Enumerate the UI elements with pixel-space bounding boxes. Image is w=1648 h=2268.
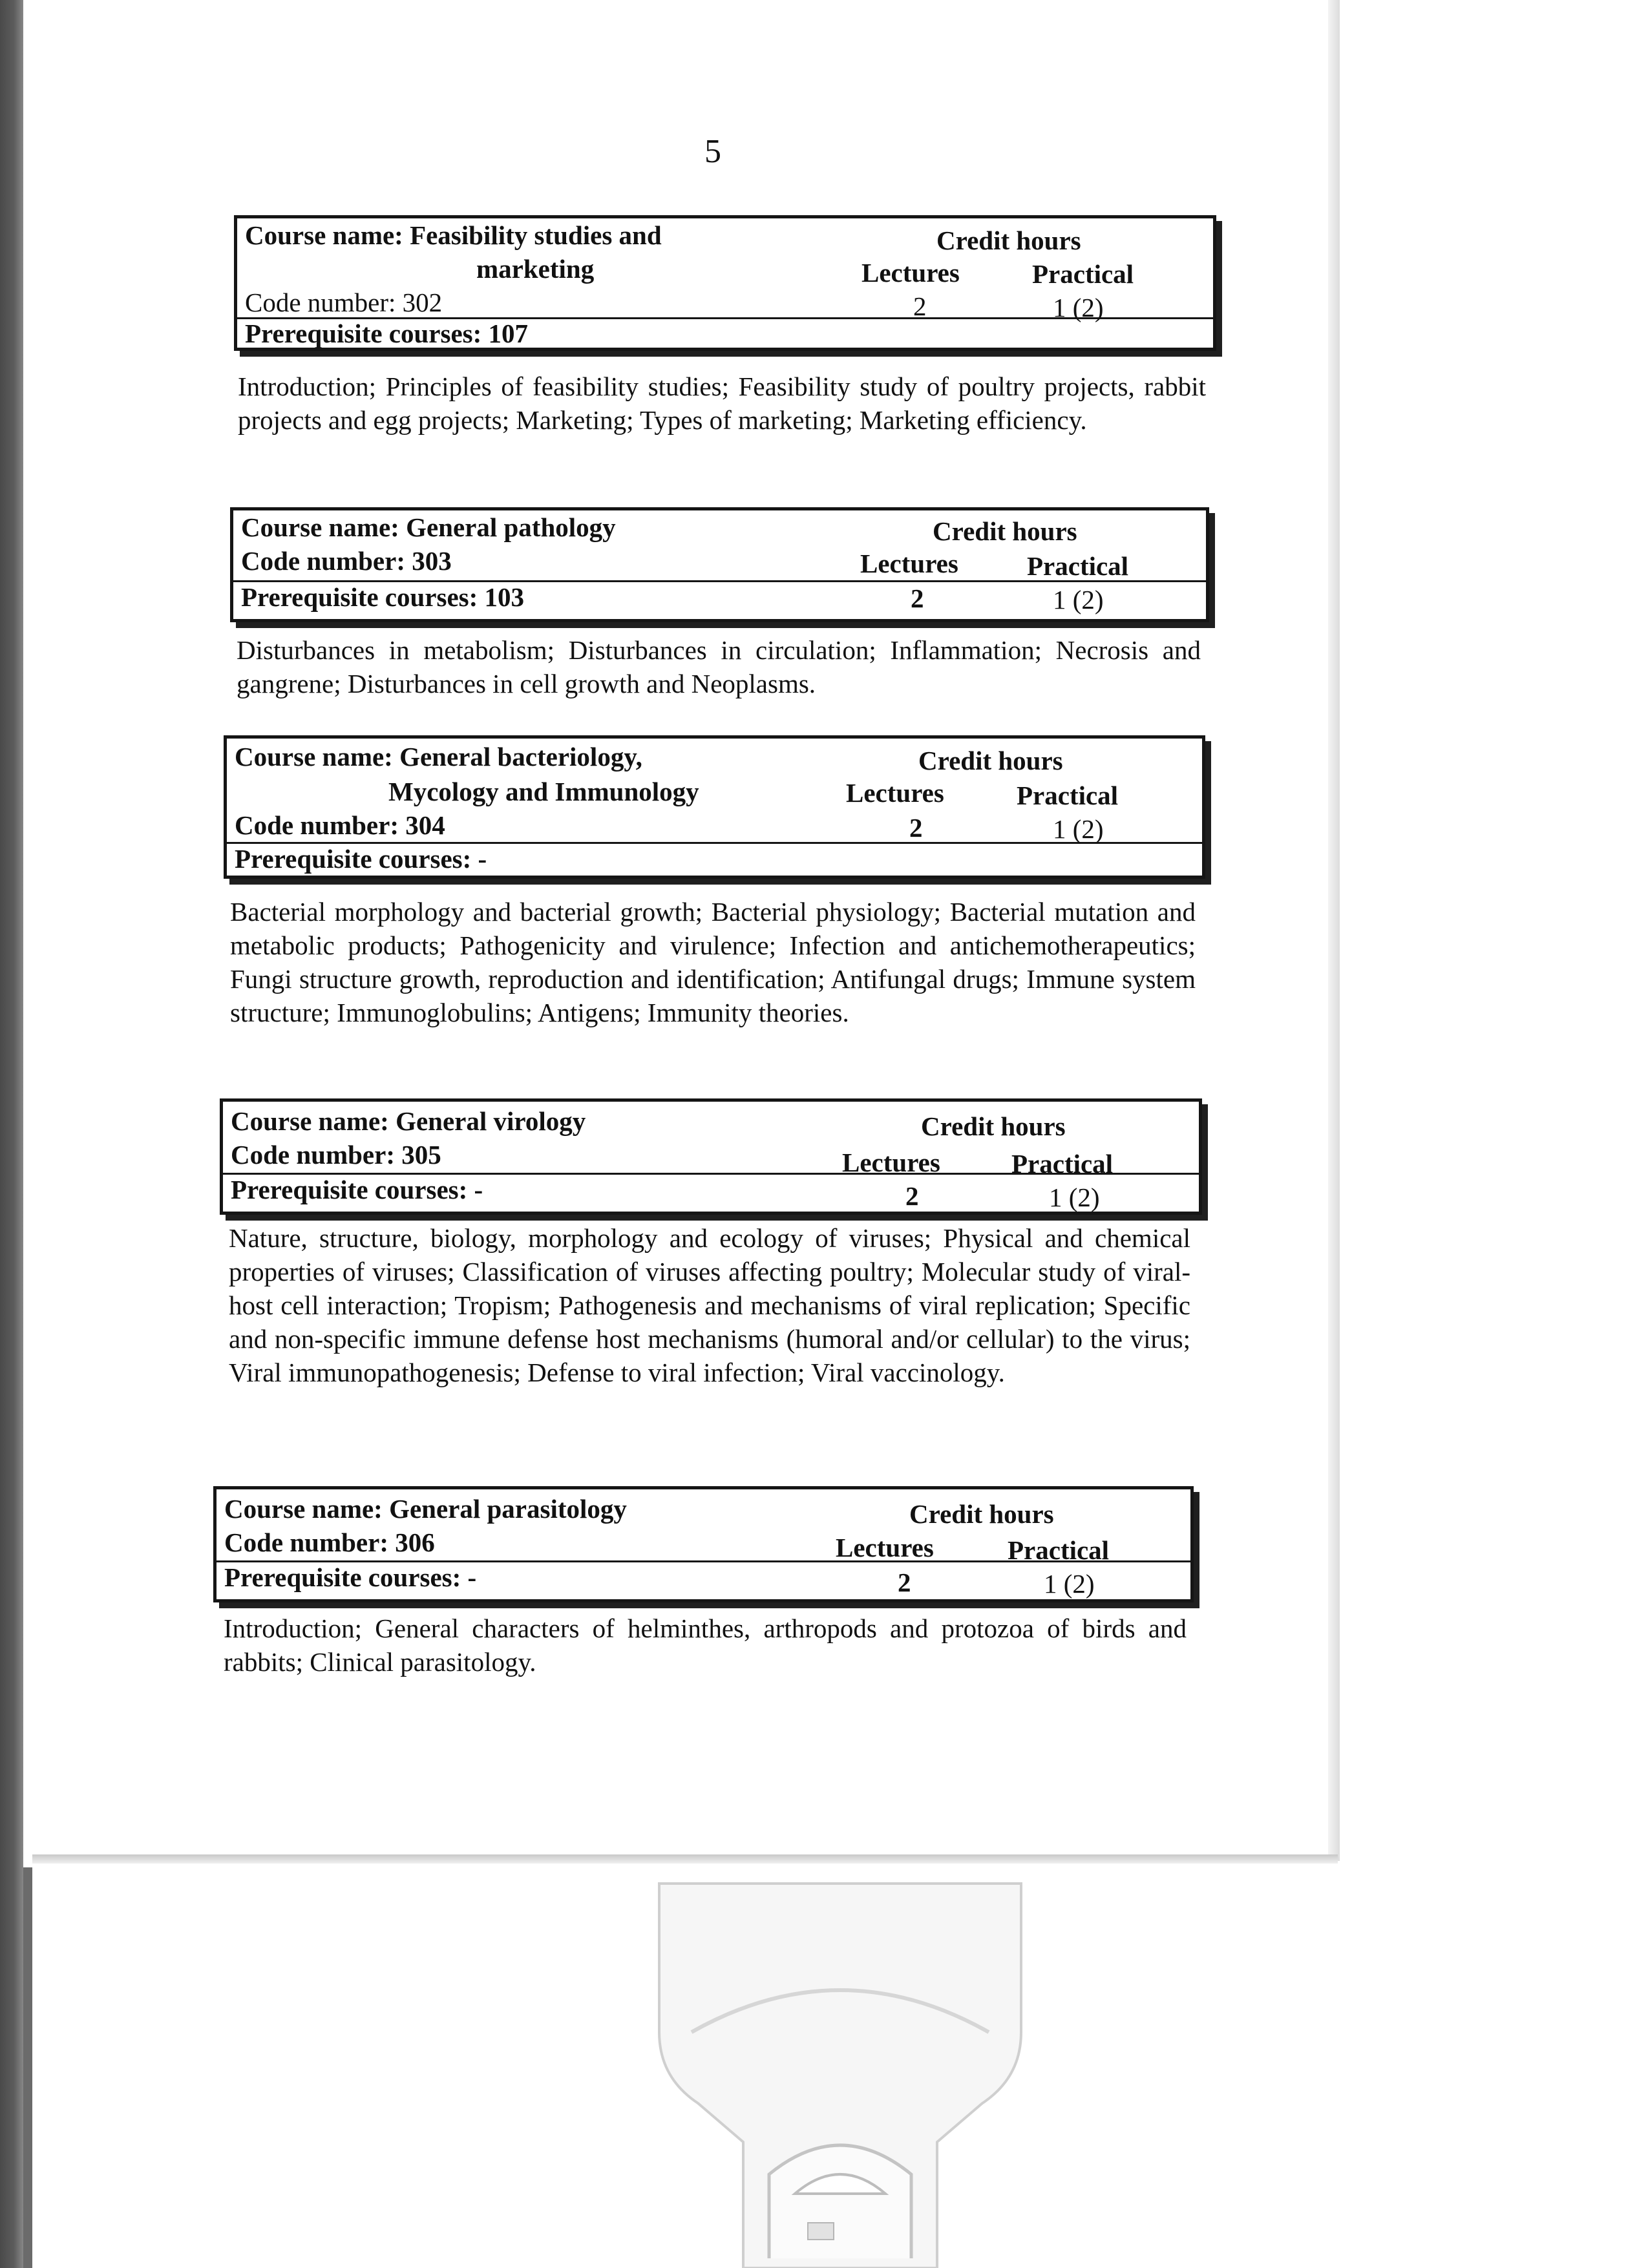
course-name: Course name: General parasitology [224,1494,627,1524]
prerequisite: Prerequisite courses: - [235,844,487,874]
code-number: Code number: 306 [224,1528,435,1557]
document-page [32,0,1328,1854]
course-description-302: Introduction; Principles of feasibility studies; Feasibility study of poultry projects, rabbit projects and egg projects; Marketing; Types of marketing; Marketing efficiency. [238,372,1206,435]
course-header-302 [234,215,1216,351]
code-number: Code number: 305 [231,1140,441,1170]
lectures-value: 2 [911,583,924,613]
course-description-305: Nature, structure, biology, morphology and ecology of viruses; Physical and chemical properties of viruses; Classification of viruses affecting poultry; Molecular study of viral-host cell interaction; Tropism; Pathogenesis and mechanisms of viral replication; Specific and non-specific immune defense host mechanisms (humoral and/or cellular) to the virus; Viral immunopathogenesis; Defense to viral infection; Viral vaccinology. [229,1223,1190,1387]
scanner-left-edge-lower [23,1867,32,2268]
course-header-305 [220,1098,1202,1215]
practical-label: Practical [1008,1535,1110,1565]
practical-value: 1 (2) [1053,814,1104,844]
prerequisite: Prerequisite courses: 103 [241,582,525,612]
course-header-306 [213,1486,1194,1602]
lectures-label: Lectures [836,1533,934,1562]
code-number: Code number: 304 [235,810,445,840]
credit-hours-label: Credit hours [933,516,1077,546]
course-name-line2: Mycology and Immunology [388,777,699,806]
lectures-label: Lectures [846,778,944,808]
practical-value: 1 (2) [1053,585,1104,614]
code-number: Code number: 303 [241,546,452,576]
course-name: Course name: General virology [231,1106,586,1136]
page-number: 5 [704,133,721,170]
practical-label: Practical [1011,1149,1114,1179]
course-header-303 [230,507,1209,622]
course-name-line2: marketing [476,254,595,284]
lectures-label: Lectures [842,1148,940,1177]
lectures-value: 2 [909,813,923,843]
course-header-304 [224,735,1205,879]
lectures-label: Lectures [860,549,958,578]
practical-value: 1 (2) [1049,1182,1100,1212]
practical-label: Practical [1032,259,1134,289]
practical-label: Practical [1017,781,1119,810]
credit-hours-label: Credit hours [921,1111,1066,1141]
course-description-303: Disturbances in metabolism; Disturbances in circulation; Inflammation; Necrosis and gangrene; Disturbances in cell growth and Neoplasms. [237,635,1201,698]
lectures-value: 2 [913,291,927,321]
credit-hours-label: Credit hours [909,1499,1054,1529]
scanner-lid-hinge [633,1871,1047,2268]
prerequisite: Prerequisite courses: 107 [245,319,529,348]
practical-label: Practical [1027,551,1129,581]
scanner-left-edge [0,0,23,2268]
prerequisite: Prerequisite courses: - [231,1175,483,1204]
practical-value: 1 (2) [1044,1569,1095,1599]
page-bottom-shadow [32,1854,1338,1864]
lectures-label: Lectures [861,258,960,288]
prerequisite: Prerequisite courses: - [224,1562,477,1592]
practical-value: 1 (2) [1053,293,1104,322]
course-name: Course name: General pathology [241,512,616,542]
credit-hours-label: Credit hours [918,746,1063,775]
course-description-306: Introduction; General characters of helminthes, arthropods and protozoa of birds and rabbits; Clinical parasitology. [224,1613,1187,1677]
lectures-value: 2 [898,1568,911,1597]
page-edge [1328,0,1340,1861]
course-name: Course name: General bacteriology, [235,742,642,772]
lectures-value: 2 [905,1181,919,1211]
course-description-304: Bacterial morphology and bacterial growth; Bacterial physiology; Bacterial mutation and metabolic products; Pathogenicity and virulence; Infection and antichemotherapeutics; Fungi structure growth, reproduction and identification; Antifungal drugs; Immune system structure; Immunoglobulins; Antigens; Immunity theories. [230,897,1196,1027]
code-number: Code number: 302 [245,288,443,317]
credit-hours-label: Credit hours [936,226,1081,255]
course-name: Course name: Feasibility studies and [245,220,662,250]
